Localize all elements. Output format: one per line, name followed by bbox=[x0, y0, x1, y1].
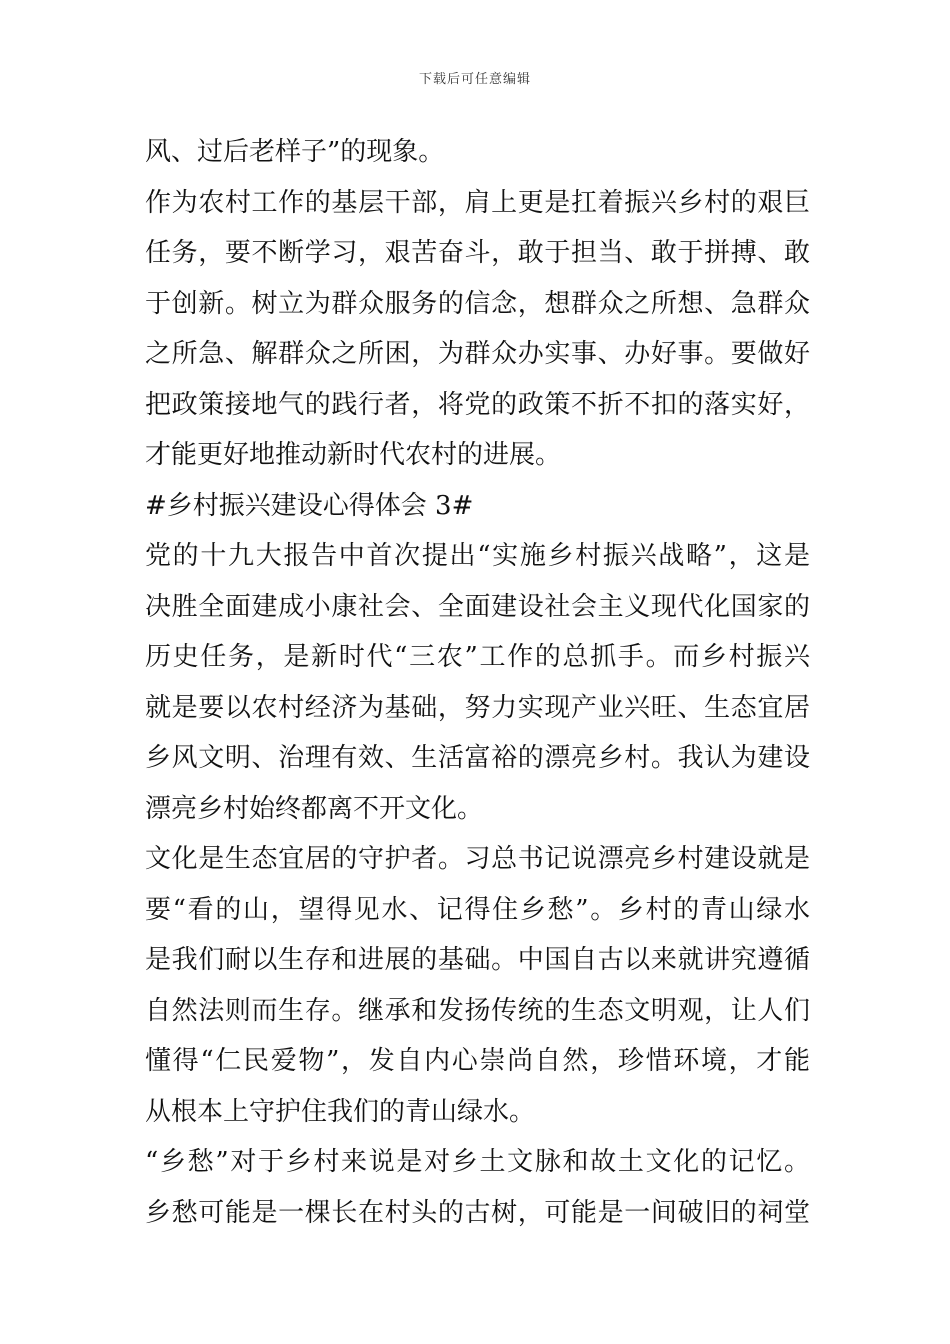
text-line: 文化是生态宜居的守护者。习总书记说漂亮乡村建设就是 bbox=[145, 844, 810, 874]
text-line: 从根本上守护住我们的青山绿水。 bbox=[145, 1096, 536, 1127]
text-line: 党的十九大报告中首次提出“实施乡村振兴战略”，这是 bbox=[145, 541, 810, 571]
text-line: 是我们耐以生存和进展的基础。中国自古以来就讲究遵循 bbox=[145, 945, 810, 975]
section-heading: #乡村振兴建设心得体会 3# bbox=[145, 490, 474, 521]
text-line: 风、过后老样子”的现象。 bbox=[145, 137, 445, 167]
text-line: 之所急、解群众之所困，为群众办实事、办好事。要做好 bbox=[145, 339, 810, 369]
text-line: 就是要以农村经济为基础，努力实现产业兴旺、生态宜居 bbox=[145, 692, 810, 723]
document-body bbox=[145, 127, 810, 1238]
text-line: 自然法则而生存。继承和发扬传统的生态文明观，让人们 bbox=[145, 995, 810, 1026]
text-line: 懂得“仁民爱物”，发自内心崇尚自然，珍惜环境，才能 bbox=[145, 1046, 810, 1076]
text-line: 要“看的山，望得见水、记得住乡愁”。乡村的青山绿水 bbox=[145, 894, 810, 925]
text-line: 乡风文明、治理有效、生活富裕的漂亮乡村。我认为建设 bbox=[145, 743, 810, 773]
text-line: 任务，要不断学习，艰苦奋斗，敢于担当、敢于拼搏、敢 bbox=[145, 238, 810, 268]
text-line: 才能更好地推动新时代农村的进展。 bbox=[145, 440, 562, 470]
page-header: 下载后可任意编辑 bbox=[418, 72, 531, 87]
text-line: “乡愁”对于乡村来说是对乡土文脉和故土文化的记忆。 bbox=[145, 1147, 810, 1177]
text-line: 作为农村工作的基层干部，肩上更是扛着振兴乡村的艰巨 bbox=[145, 187, 810, 218]
text-line: 历史任务，是新时代“三农”工作的总抓手。而乡村振兴 bbox=[145, 642, 810, 672]
text-line: 决胜全面建成小康社会、全面建设社会主义现代化国家的 bbox=[145, 591, 810, 622]
text-line: 于创新。树立为群众服务的信念，想群众之所想、急群众 bbox=[145, 288, 810, 319]
text-line: 把政策接地气的践行者，将党的政策不折不扣的落实好， bbox=[145, 389, 810, 420]
text-line: 乡愁可能是一棵长在村头的古树，可能是一间破旧的祠堂 bbox=[145, 1197, 810, 1228]
text-line: 漂亮乡村始终都离不开文化。 bbox=[145, 793, 484, 824]
